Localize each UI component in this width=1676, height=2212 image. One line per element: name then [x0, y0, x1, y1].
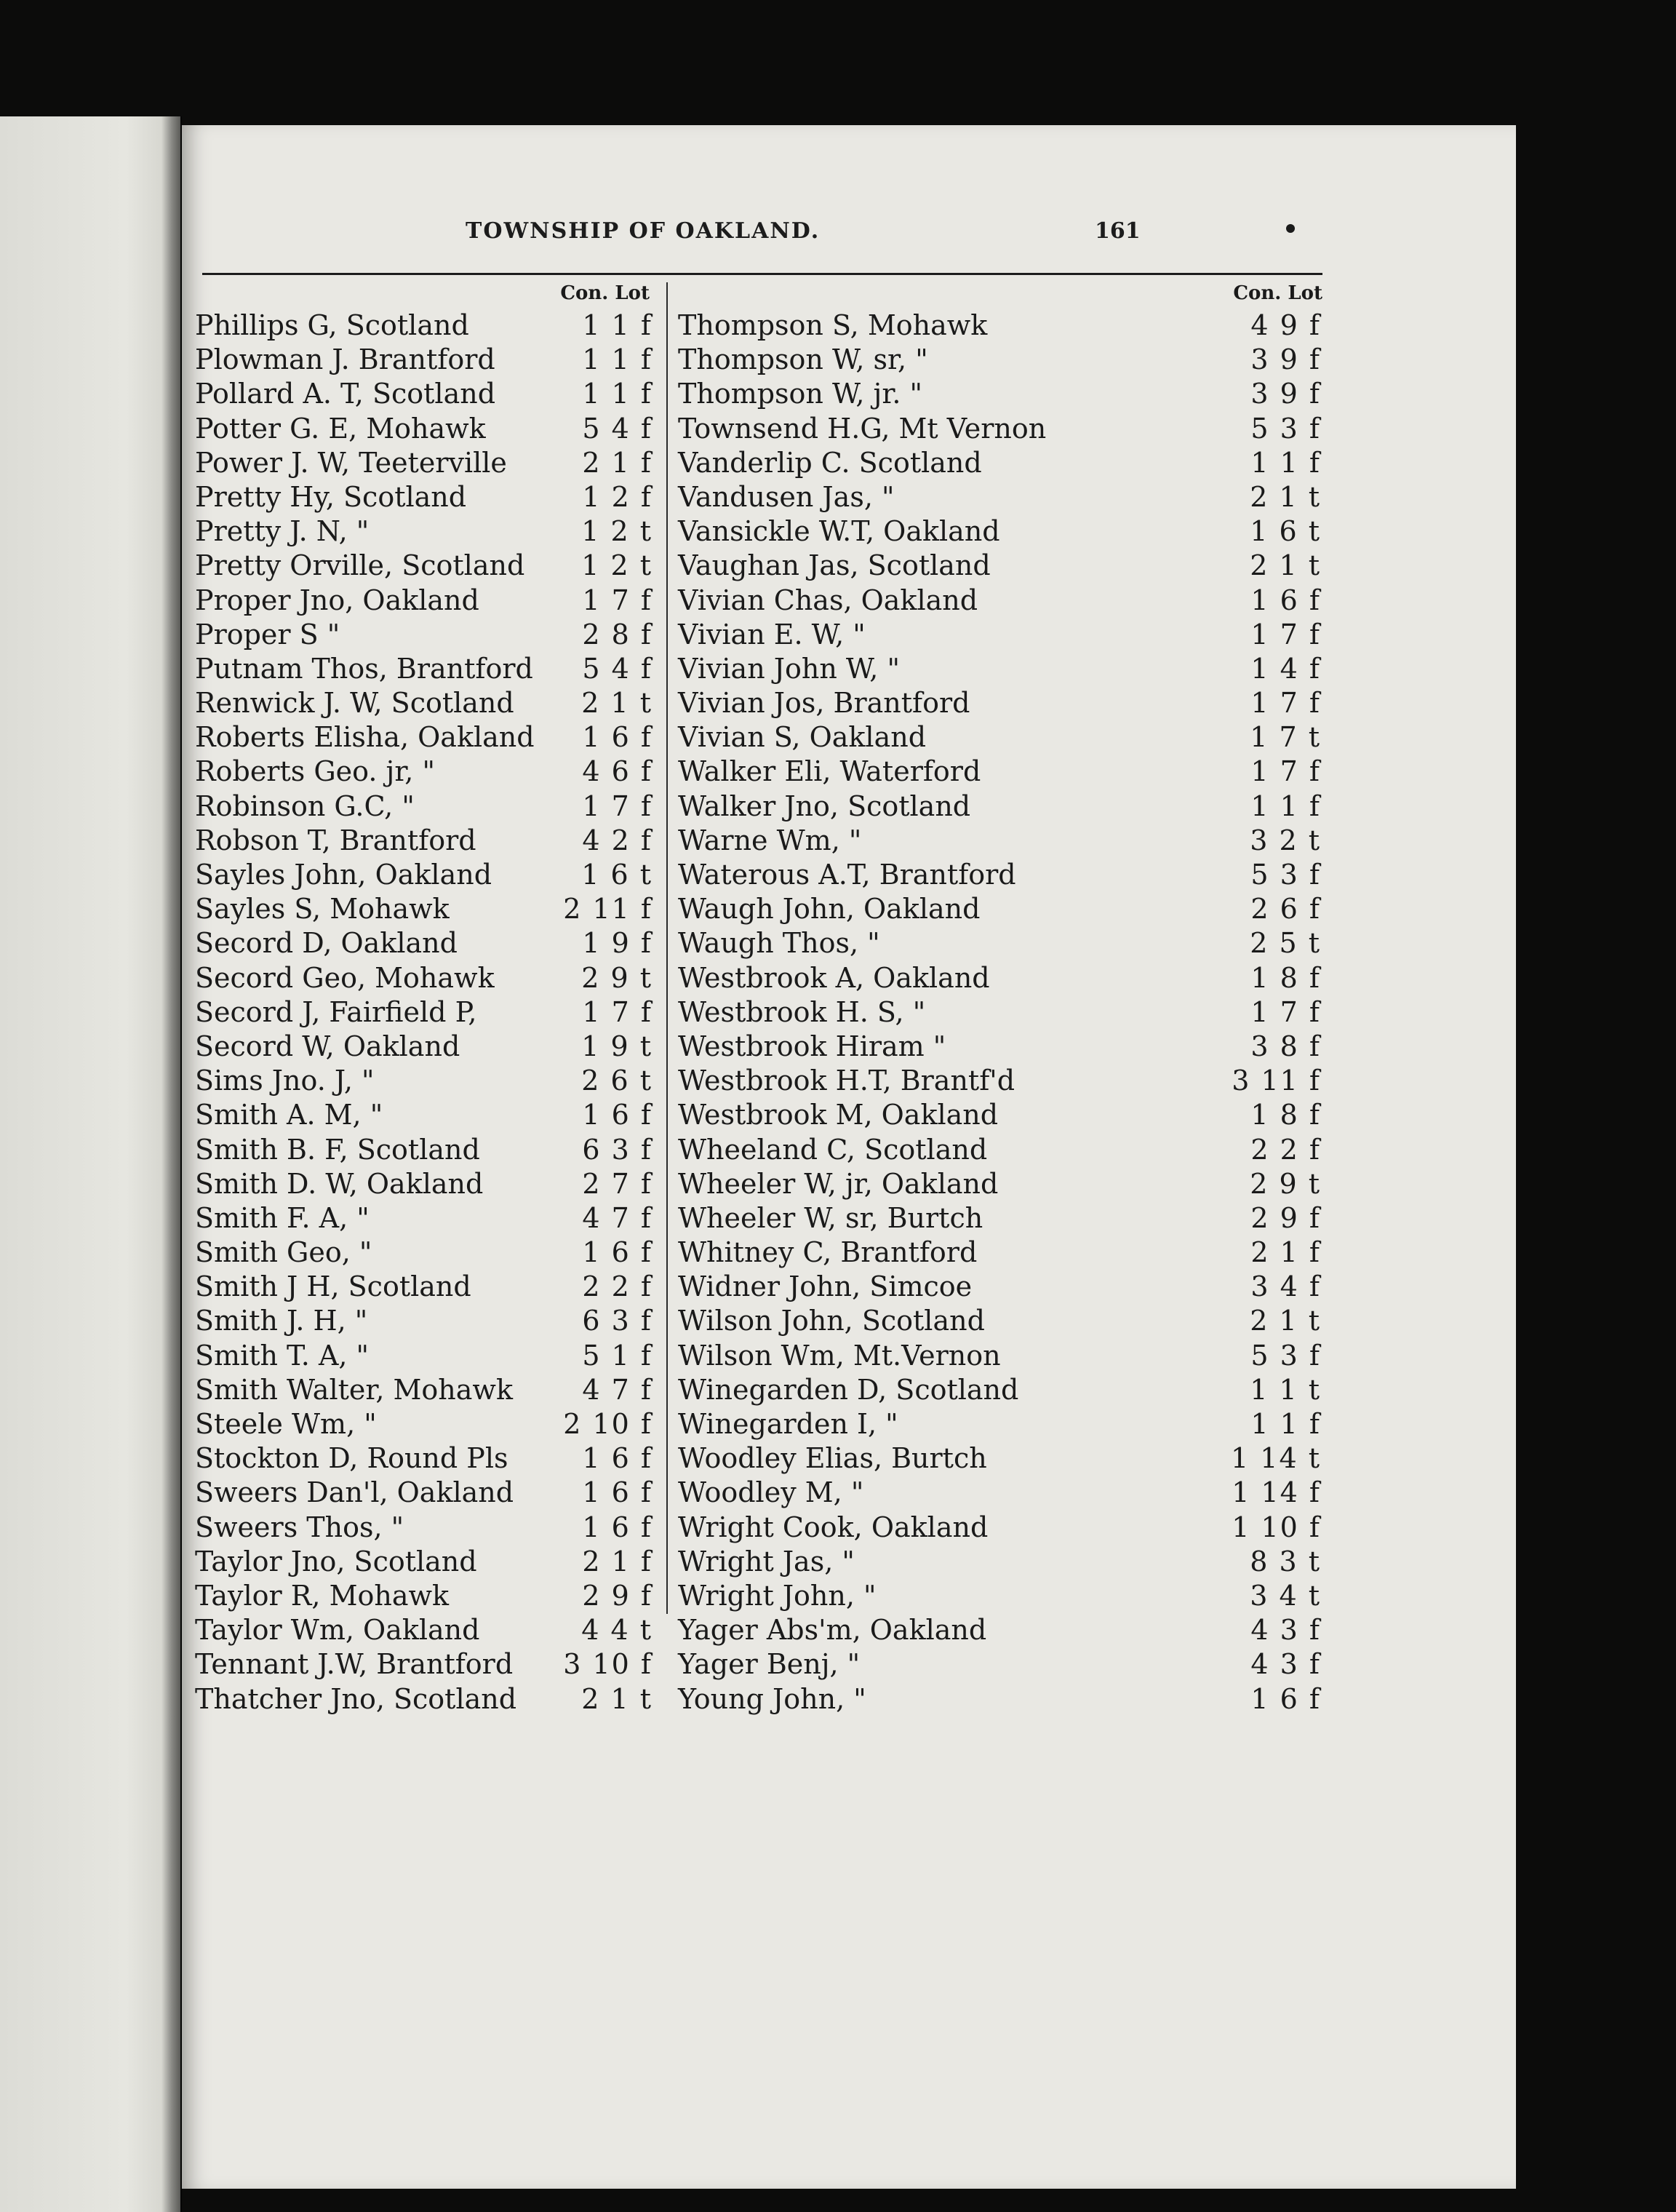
entry-name: Vandusen Jas, " [678, 480, 895, 513]
directory-entry [678, 1613, 1325, 1647]
left-page-edge [0, 116, 180, 2212]
entry-name: Robinson G.C, " [195, 789, 415, 822]
directory-entry [195, 1098, 664, 1132]
directory-entry [195, 961, 664, 995]
directory-entry [195, 1511, 664, 1545]
directory-entry [678, 686, 1325, 720]
entry-name: Smith B. F, Scotland [195, 1133, 480, 1166]
entry-con-lot: 5 1 f [582, 1339, 653, 1372]
entry-con-lot: 1 8 f [1250, 1099, 1321, 1131]
entry-name: Wilson John, Scotland [678, 1305, 985, 1337]
entry-name: Yager Benj, " [678, 1648, 861, 1681]
directory-entry [678, 343, 1325, 377]
directory-entry [195, 412, 664, 446]
entry-con-lot: 1 6 f [1250, 1682, 1321, 1715]
directory-entry [195, 720, 664, 755]
entry-con-lot: 2 1 f [1250, 1236, 1321, 1269]
entry-con-lot: 1 1 f [582, 309, 653, 341]
entry-con-lot: 1 7 f [1250, 995, 1321, 1028]
directory-entry [678, 1373, 1325, 1407]
entry-name: Smith J. H, " [195, 1305, 368, 1337]
left-heading-label: Con. Lot [560, 282, 650, 304]
directory-entry [678, 652, 1325, 686]
directory-entry [678, 618, 1325, 652]
left-entry-list [195, 309, 664, 1716]
entry-con-lot: 3 4 t [1250, 1579, 1321, 1612]
directory-entry [678, 1236, 1325, 1270]
entry-con-lot: 3 8 f [1250, 1030, 1321, 1062]
entry-con-lot: 1 2 t [581, 549, 653, 582]
entry-con-lot: 5 3 f [1250, 1339, 1321, 1372]
entry-name: Westbrook M, Oakland [678, 1099, 999, 1131]
entry-name: Proper Jno, Oakland [195, 584, 479, 616]
entry-name: Roberts Elisha, Oakland [195, 721, 535, 754]
directory-entry [678, 789, 1325, 824]
entry-con-lot: 4 6 f [582, 755, 653, 788]
entry-name: Vivian Jos, Brantford [678, 687, 970, 720]
right-heading-label: Con. Lot [1233, 282, 1322, 304]
entry-con-lot: 1 6 t [581, 859, 653, 891]
entry-con-lot: 1 6 t [1250, 515, 1321, 548]
entry-name: Pretty Orville, Scotland [195, 549, 525, 582]
entry-name: Sweers Dan'l, Oakland [195, 1476, 514, 1509]
directory-entry [195, 1373, 664, 1407]
entry-con-lot: 2 2 f [582, 1270, 653, 1303]
book-spine [161, 116, 182, 2212]
entry-con-lot: 2 10 f [563, 1408, 653, 1440]
entry-name: Smith J H, Scotland [195, 1270, 471, 1303]
entry-name: Steele Wm, " [195, 1408, 377, 1440]
entry-name: Phillips G, Scotland [195, 309, 469, 341]
entry-con-lot: 1 10 f [1232, 1511, 1321, 1543]
entry-name: Taylor R, Mohawk [195, 1579, 450, 1612]
entry-con-lot: 2 2 f [1250, 1133, 1321, 1166]
directory-entry [195, 446, 664, 480]
entry-con-lot: 2 7 f [582, 1167, 653, 1200]
right-column [678, 278, 1325, 1716]
entry-con-lot: 2 6 f [1250, 893, 1321, 926]
entry-con-lot: 1 7 f [1250, 755, 1321, 788]
entry-name: Westbrook H. S, " [678, 995, 926, 1028]
directory-entry [678, 549, 1325, 583]
directory-entry [195, 1476, 664, 1510]
directory-entry [195, 618, 664, 652]
directory-entry [678, 446, 1325, 480]
directory-entry [195, 343, 664, 377]
directory-entry [195, 377, 664, 411]
entry-name: Secord J, Fairfield P, [195, 995, 477, 1028]
entry-con-lot: 5 4 f [582, 412, 653, 445]
directory-entry [678, 892, 1325, 926]
entry-con-lot: 3 9 f [1250, 343, 1321, 376]
entry-name: Wheeler W, jr, Oakland [678, 1167, 999, 1200]
entry-name: Pretty Hy, Scotland [195, 480, 467, 513]
entry-name: Wheeland C, Scotland [678, 1133, 988, 1166]
entry-name: Secord W, Oakland [195, 1030, 460, 1062]
directory-entry [678, 961, 1325, 995]
entry-name: Townsend H.G, Mt Vernon [678, 412, 1047, 445]
entry-con-lot: 1 1 f [1250, 789, 1321, 822]
right-column-heading [678, 278, 1325, 309]
entry-name: Widner John, Simcoe [678, 1270, 973, 1303]
entry-con-lot: 6 3 f [582, 1305, 653, 1337]
entry-name: Proper S " [195, 618, 340, 651]
entry-con-lot: 3 10 f [563, 1648, 653, 1681]
entry-con-lot: 2 1 t [1250, 1305, 1321, 1337]
page-number: 161 [1095, 218, 1141, 244]
entry-name: Sweers Thos, " [195, 1511, 404, 1543]
entry-con-lot: 1 7 f [1250, 687, 1321, 720]
directory-entry [678, 1098, 1325, 1132]
entry-con-lot: 2 1 t [581, 1682, 653, 1715]
entry-con-lot: 1 2 f [582, 480, 653, 513]
entry-name: Winegarden D, Scotland [678, 1373, 1019, 1406]
entry-con-lot: 2 9 t [581, 961, 653, 994]
directory-entry [195, 1030, 664, 1064]
directory-entry [195, 309, 664, 343]
entry-name: Sayles John, Oakland [195, 859, 492, 891]
directory-entry [195, 1545, 664, 1579]
entry-name: Putnam Thos, Brantford [195, 652, 533, 685]
left-column [195, 278, 664, 1716]
entry-con-lot: 2 9 t [1250, 1167, 1321, 1200]
directory-entry [195, 1339, 664, 1373]
entry-con-lot: 4 7 f [582, 1373, 653, 1406]
directory-entry [195, 1682, 664, 1716]
directory-entry [195, 514, 664, 549]
entry-name: Secord D, Oakland [195, 927, 458, 960]
entry-name: Roberts Geo. jr, " [195, 755, 435, 788]
entry-con-lot: 5 4 f [582, 652, 653, 685]
entry-con-lot: 4 9 f [1250, 309, 1321, 341]
entry-con-lot: 4 3 f [1250, 1648, 1321, 1681]
directory-entry [678, 309, 1325, 343]
directory-entry [678, 1030, 1325, 1064]
entry-con-lot: 1 2 t [581, 515, 653, 548]
directory-entry [195, 926, 664, 960]
entry-name: Woodley M, " [678, 1476, 864, 1509]
page-title: TOWNSHIP OF OAKLAND. [466, 218, 821, 244]
entry-con-lot: 1 1 f [582, 343, 653, 376]
directory-entry [195, 1201, 664, 1236]
entry-con-lot: 2 1 f [582, 446, 653, 479]
directory-entry [678, 1579, 1325, 1613]
directory-entry [678, 514, 1325, 549]
entry-name: Westbrook Hiram " [678, 1030, 946, 1062]
entry-con-lot: 1 6 f [582, 721, 653, 754]
entry-con-lot: 4 2 f [582, 824, 653, 856]
entry-con-lot: 2 9 f [582, 1579, 653, 1612]
entry-name: Vivian Chas, Oakland [678, 584, 978, 616]
directory-entry [195, 1064, 664, 1098]
entry-name: Renwick J. W, Scotland [195, 687, 514, 720]
entry-name: Sims Jno. J, " [195, 1065, 375, 1097]
entry-con-lot: 1 6 f [582, 1442, 653, 1475]
entry-name: Robson T, Brantford [195, 824, 476, 856]
directory-entry [678, 755, 1325, 789]
entry-con-lot: 1 6 f [582, 1476, 653, 1509]
entry-name: Wright Jas, " [678, 1545, 855, 1578]
entry-con-lot: 1 6 f [582, 1236, 653, 1269]
entry-con-lot: 1 7 f [582, 584, 653, 616]
entry-name: Thompson W, jr. " [678, 378, 922, 410]
entry-name: Thatcher Jno, Scotland [195, 1682, 517, 1715]
directory-entry [678, 824, 1325, 858]
right-entry-list [678, 309, 1325, 1716]
directory-entry [678, 1304, 1325, 1338]
entry-name: Taylor Wm, Oakland [195, 1614, 480, 1647]
directory-entry [678, 377, 1325, 411]
directory-entry [678, 858, 1325, 892]
entry-con-lot: 2 1 t [581, 687, 653, 720]
entry-con-lot: 1 6 f [582, 1099, 653, 1131]
entry-name: Taylor Jno, Scotland [195, 1545, 477, 1578]
entry-con-lot: 8 3 t [1250, 1545, 1321, 1578]
directory-entry [195, 1133, 664, 1167]
directory-entry [678, 1133, 1325, 1167]
directory-entry [678, 1476, 1325, 1510]
entry-name: Sayles S, Mohawk [195, 893, 450, 926]
entry-con-lot: 3 11 f [1232, 1065, 1321, 1097]
left-column-heading [195, 278, 664, 309]
directory-entry [195, 1236, 664, 1270]
directory-entry [195, 1304, 664, 1338]
directory-entry [195, 1579, 664, 1613]
entry-con-lot: 2 5 t [1250, 927, 1321, 960]
directory-entry [678, 1064, 1325, 1098]
entry-con-lot: 3 4 f [1250, 1270, 1321, 1303]
entry-name: Vansickle W.T, Oakland [678, 515, 1000, 548]
entry-name: Winegarden I, " [678, 1408, 898, 1440]
directory-entry [678, 1270, 1325, 1304]
directory-entry [195, 1613, 664, 1647]
entry-name: Pollard A. T, Scotland [195, 378, 496, 410]
entry-con-lot: 1 8 f [1250, 961, 1321, 994]
entry-con-lot: 2 9 f [1250, 1201, 1321, 1234]
entry-name: Potter G. E, Mohawk [195, 412, 486, 445]
entry-name: Walker Jno, Scotland [678, 789, 971, 822]
entry-name: Tennant J.W, Brantford [195, 1648, 514, 1681]
entry-name: Wilson Wm, Mt.Vernon [678, 1339, 1001, 1372]
entry-name: Vivian John W, " [678, 652, 900, 685]
entry-name: Yager Abs'm, Oakland [678, 1614, 987, 1647]
page-header [0, 218, 1334, 262]
entry-con-lot: 2 1 t [1250, 480, 1321, 513]
entry-name: Smith Geo, " [195, 1236, 372, 1269]
directory-entry [195, 789, 664, 824]
directory-entry [678, 1647, 1325, 1682]
directory-entry [195, 686, 664, 720]
directory-entry [195, 1647, 664, 1682]
entry-con-lot: 1 9 f [582, 927, 653, 960]
entry-name: Wheeler W, sr, Burtch [678, 1201, 983, 1234]
directory-entry [678, 584, 1325, 618]
directory-entry [195, 652, 664, 686]
directory-entry [678, 1511, 1325, 1545]
directory-entry [678, 720, 1325, 755]
entry-con-lot: 4 4 t [581, 1614, 653, 1647]
entry-name: Woodley Elias, Burtch [678, 1442, 987, 1475]
entry-name: Wright John, " [678, 1579, 877, 1612]
directory-entry [195, 858, 664, 892]
entry-con-lot: 1 7 t [1250, 721, 1321, 754]
entry-con-lot: 1 7 f [582, 789, 653, 822]
entry-name: Vaughan Jas, Scotland [678, 549, 991, 582]
entry-name: Pretty J. N, " [195, 515, 370, 548]
entry-con-lot: 2 6 t [581, 1065, 653, 1097]
entry-con-lot: 4 7 f [582, 1201, 653, 1234]
directory-entry [195, 1407, 664, 1441]
directory-entry [678, 1167, 1325, 1201]
directory-entry [195, 995, 664, 1030]
entry-name: Waugh John, Oakland [678, 893, 981, 926]
directory-entry [195, 824, 664, 858]
entry-con-lot: 3 2 t [1250, 824, 1321, 856]
entry-con-lot: 1 9 t [581, 1030, 653, 1062]
entry-con-lot: 3 9 f [1250, 378, 1321, 410]
column-divider [666, 282, 668, 1614]
entry-name: Vivian S, Oakland [678, 721, 927, 754]
entry-name: Thompson W, sr, " [678, 343, 928, 376]
directory-entry [678, 1545, 1325, 1579]
header-rule [202, 273, 1322, 275]
directory-entry [195, 1441, 664, 1476]
entry-name: Stockton D, Round Pls [195, 1442, 508, 1475]
entry-name: Secord Geo, Mohawk [195, 961, 495, 994]
directory-entry [195, 549, 664, 583]
entry-name: Warne Wm, " [678, 824, 862, 856]
entry-con-lot: 5 3 f [1250, 859, 1321, 891]
directory-entry [678, 1339, 1325, 1373]
entry-name: Smith D. W, Oakland [195, 1167, 484, 1200]
entry-name: Smith Walter, Mohawk [195, 1373, 513, 1406]
entry-con-lot: 2 1 t [1250, 549, 1321, 582]
entry-con-lot: 4 3 f [1250, 1614, 1321, 1647]
entry-name: Power J. W, Teeterville [195, 446, 507, 479]
entry-con-lot: 1 6 f [1250, 584, 1321, 616]
ink-dot [1286, 224, 1295, 233]
directory-entry [678, 1441, 1325, 1476]
entry-con-lot: 1 1 t [1250, 1373, 1321, 1406]
entry-name: Wright Cook, Oakland [678, 1511, 989, 1543]
entry-con-lot: 2 11 f [563, 893, 653, 926]
entry-name: Walker Eli, Waterford [678, 755, 981, 788]
entry-name: Whitney C, Brantford [678, 1236, 978, 1269]
directory-entry [678, 480, 1325, 514]
entry-con-lot: 5 3 f [1250, 412, 1321, 445]
directory-entry [195, 584, 664, 618]
directory-entry [195, 480, 664, 514]
entry-con-lot: 2 1 f [582, 1545, 653, 1578]
entry-name: Vanderlip C. Scotland [678, 446, 982, 479]
entry-name: Westbrook A, Oakland [678, 961, 990, 994]
entry-con-lot: 1 7 f [1250, 618, 1321, 651]
directory-entry [195, 892, 664, 926]
directory-entry [678, 926, 1325, 960]
entry-name: Waugh Thos, " [678, 927, 880, 960]
entry-name: Young John, " [678, 1682, 866, 1715]
directory-entry [195, 1167, 664, 1201]
directory-entry [678, 1682, 1325, 1716]
entry-con-lot: 1 14 t [1231, 1442, 1321, 1475]
entry-con-lot: 2 8 f [582, 618, 653, 651]
entry-con-lot: 1 1 f [1250, 446, 1321, 479]
directory-entry [678, 995, 1325, 1030]
entry-con-lot: 1 4 f [1250, 652, 1321, 685]
entry-con-lot: 1 1 f [582, 378, 653, 410]
entry-name: Vivian E. W, " [678, 618, 866, 651]
directory-entry [678, 1201, 1325, 1236]
entry-name: Smith T. A, " [195, 1339, 370, 1372]
entry-con-lot: 1 6 f [582, 1511, 653, 1543]
entry-name: Westbrook H.T, Brantf'd [678, 1065, 1015, 1097]
entry-con-lot: 1 14 f [1232, 1476, 1321, 1509]
directory-entry [678, 1407, 1325, 1441]
directory-entry [195, 1270, 664, 1304]
entry-name: Plowman J. Brantford [195, 343, 495, 376]
entry-con-lot: 1 7 f [582, 995, 653, 1028]
directory-entry [195, 755, 664, 789]
directory-entry [678, 412, 1325, 446]
entry-con-lot: 6 3 f [582, 1133, 653, 1166]
entry-con-lot: 1 1 f [1250, 1408, 1321, 1440]
entry-name: Thompson S, Mohawk [678, 309, 988, 341]
entry-name: Smith F. A, " [195, 1201, 370, 1234]
entry-name: Waterous A.T, Brantford [678, 859, 1016, 891]
entry-name: Smith A. M, " [195, 1099, 383, 1131]
